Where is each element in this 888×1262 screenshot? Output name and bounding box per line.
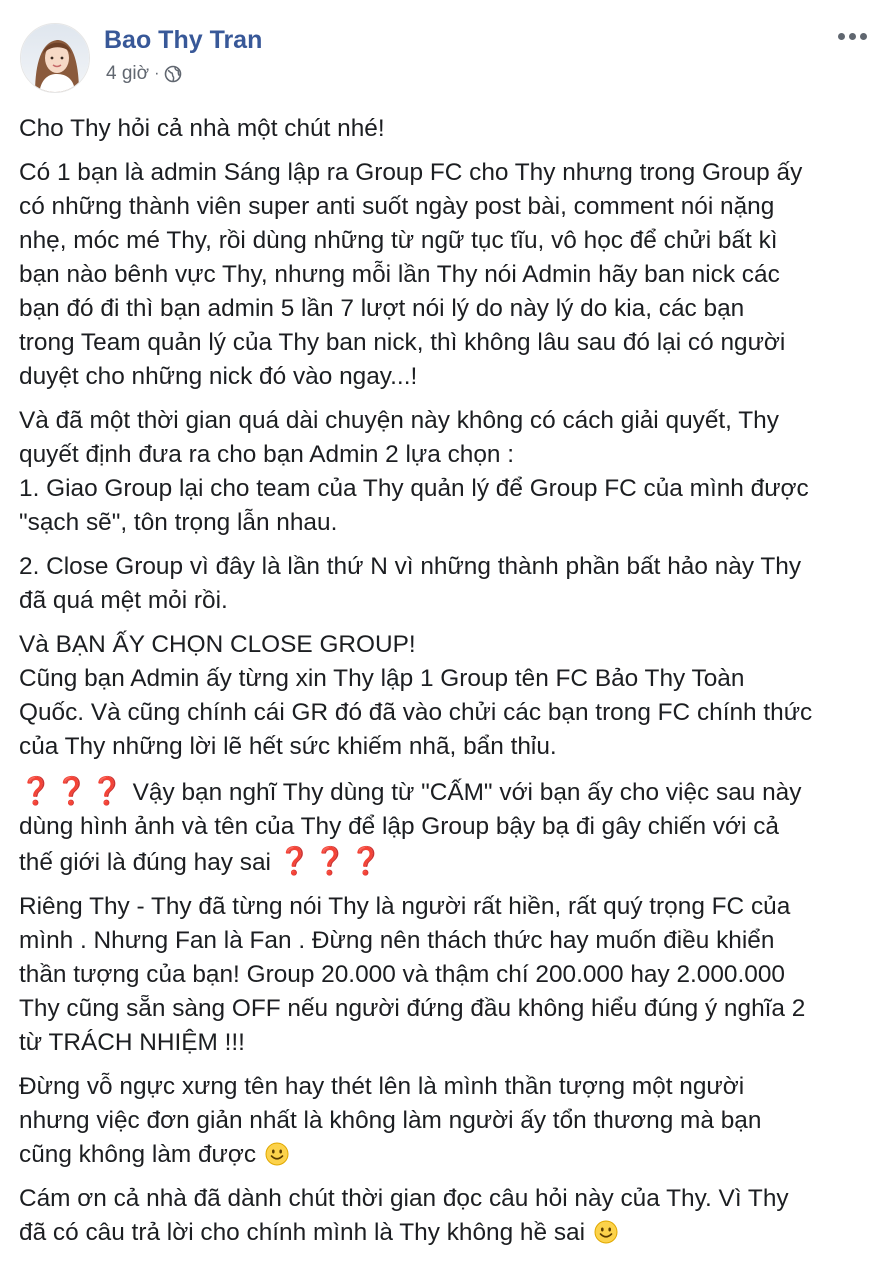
text-fragment: đã có câu trả lời cho chính mình là Thy không hề sai — [19, 1219, 586, 1246]
text-line: Quốc. Và cũng chính cái GR đó đã vào chửi các bạn trong FC chính thức — [19, 699, 813, 726]
text-line: Có 1 bạn là admin Sáng lập ra Group FC cho Thy nhưng trong Group ấy — [19, 159, 803, 186]
meta-separator: · — [154, 65, 160, 82]
paragraph-3 — [19, 404, 877, 540]
text-line: từ TRÁCH NHIỆM !!! — [19, 1029, 245, 1056]
text-line: "sạch sẽ", tôn trọng lẫn nhau. — [19, 509, 338, 536]
text-line: Đừng vỗ ngực xưng tên hay thét lên là mình thần tượng một người — [19, 1073, 745, 1100]
text-line: Cho Thy hỏi cả nhà một chút nhé! — [19, 115, 385, 142]
text-line: nhưng việc đơn giản nhất là không làm người ấy tổn thương mà bạn — [19, 1107, 762, 1134]
text-line: Và BẠN ẤY CHỌN CLOSE GROUP! — [19, 631, 416, 658]
paragraph-9 — [19, 1182, 877, 1250]
text-line: bạn đó đi thì bạn admin 5 lần 7 lượt nói lý do này lý do kia, các bạn — [19, 295, 745, 322]
text-line: Và đã một thời gian quá dài chuyện này không có cách giải quyết, Thy — [19, 407, 779, 434]
text-line — [19, 1138, 877, 1172]
smile-emoji-icon — [594, 1220, 618, 1244]
text-line: dùng hình ảnh và tên của Thy để lập Group bậy bạ đi gây chiến với cả — [19, 813, 779, 840]
post-meta — [106, 63, 182, 85]
paragraph-5 — [19, 628, 877, 764]
dot — [860, 33, 867, 40]
text-fragment: cũng không làm được — [19, 1141, 257, 1168]
text-line: mình . Nhưng Fan là Fan . Đừng nên thách thức hay muốn điều khiển — [19, 927, 775, 954]
text-line: quyết định đưa ra cho bạn Admin 2 lựa chọn : — [19, 441, 515, 468]
paragraph-1 — [19, 112, 877, 146]
text-line: đã quá mệt mỏi rồi. — [19, 587, 228, 614]
paragraph-4 — [19, 550, 877, 618]
text-line: Cũng bạn Admin ấy từng xin Thy lập 1 Group tên FC Bảo Thy Toàn — [19, 665, 745, 692]
text-line: bạn nào bênh vực Thy, nhưng mỗi lần Thy nói Admin hãy ban nick các — [19, 261, 780, 288]
text-fragment: thế giới là đúng hay sai — [19, 849, 271, 876]
text-line — [19, 844, 877, 880]
text-fragment: Vậy bạn nghĩ Thy dùng từ "CẤM" với bạn ấy cho việc sau này — [132, 779, 802, 806]
text-line: 1. Giao Group lại cho team của Thy quản lý để Group FC của mình được — [19, 475, 809, 502]
avatar[interactable] — [20, 23, 90, 93]
text-line — [19, 1216, 877, 1250]
paragraph-7 — [19, 890, 877, 1060]
paragraph-8 — [19, 1070, 877, 1172]
post-body — [19, 112, 877, 1260]
avatar-image — [21, 24, 90, 93]
text-line: Thy cũng sẵn sàng OFF nếu người đứng đầu không hiểu đúng ý nghĩa 2 — [19, 995, 806, 1022]
post-timestamp[interactable]: 4 giờ — [106, 63, 150, 84]
text-line: Riêng Thy - Thy đã từng nói Thy là người rất hiền, rất quý trọng FC của — [19, 893, 791, 920]
text-line: Cám ơn cả nhà đã dành chút thời gian đọc câu hỏi này của Thy. Vì Thy — [19, 1185, 789, 1212]
dot — [838, 33, 845, 40]
author-name-link[interactable]: Bao Thy Tran — [104, 26, 263, 54]
paragraph-2 — [19, 156, 877, 394]
globe-icon[interactable] — [164, 65, 182, 83]
text-line: thần tượng của bạn! Group 20.000 và thậm chí 200.000 hay 2.000.000 — [19, 961, 785, 988]
dot — [849, 33, 856, 40]
question-mark-emoji-icon: ❓❓❓ — [19, 776, 126, 806]
question-mark-emoji-icon: ❓❓❓ — [277, 846, 385, 876]
text-line: nhẹ, móc mé Thy, rồi dùng những từ ngữ tục tĩu, vô học để chửi bất kì — [19, 227, 778, 254]
text-line: có những thành viên super anti suốt ngày post bài, comment nói nặng — [19, 193, 775, 220]
text-line: trong Team quản lý của Thy ban nick, thì không lâu sau đó lại có người — [19, 329, 786, 356]
text-line — [19, 774, 877, 810]
text-line: của Thy những lời lẽ hết sức khiếm nhã, bẩn thỉu. — [19, 733, 557, 760]
paragraph-6 — [19, 774, 877, 880]
text-line: duyệt cho những nick đó vào ngay...! — [19, 363, 418, 390]
more-options-icon[interactable] — [832, 26, 872, 46]
smile-emoji-icon — [265, 1142, 289, 1166]
post-header — [20, 20, 874, 94]
text-line: 2. Close Group vì đây là lần thứ N vì những thành phần bất hảo này Thy — [19, 553, 802, 580]
